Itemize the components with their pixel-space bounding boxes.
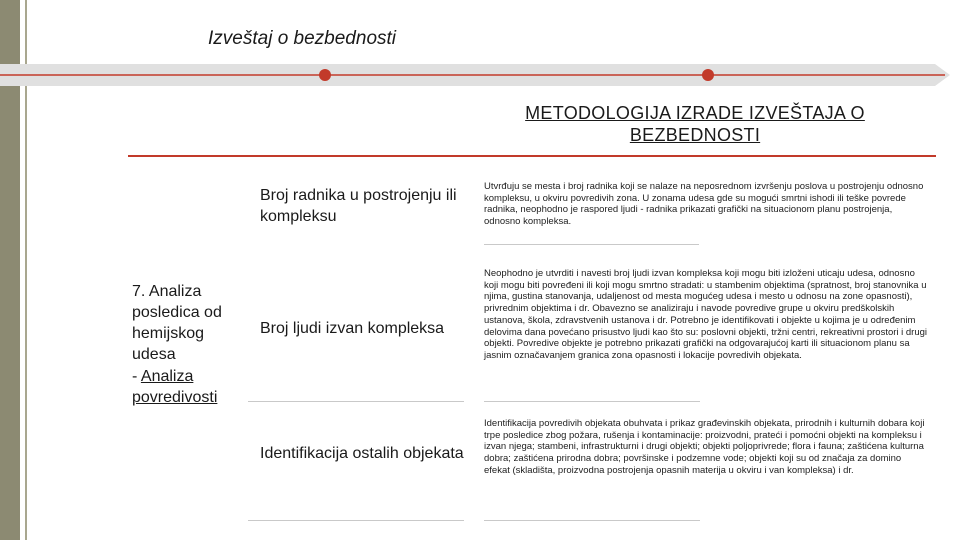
arrow-dot-left — [319, 69, 331, 81]
row-description-ostali-objekti: Identifikacija povredivih objekata obuhvata i prikaz građevinskih objekata, prirodnih i kulturnih dobara koji trpe posledice zbog požara, rušenja i kontaminacije: proizvodni, prateći i pomoćni objekti na kompleksu i izvan njega; stambeni, infrastrukturni i drugi objekti; objekti poljoprivrede; flora i fauna; zaštićena kulturna dobra; zaštićena prirodna dobra; površinske i podzemne vode; objekti koji su od značaja za domino efekat (skladišta, proizvodna postrojenja opasnih materija u okviru i van kompleksa) i dr. — [484, 418, 925, 476]
left-sub-prefix: - — [132, 368, 141, 385]
row-label-radnici: Broj radnika u postrojenju ili kompleksu — [260, 187, 457, 225]
left-subheading — [132, 366, 252, 408]
section-title: METODOLOGIJA IZRADE IZVEŠTAJA O BEZBEDNOSTI — [525, 103, 865, 145]
row-description-ljudi-izvan: Neophodno je utvrditi i navesti broj ljudi izvan kompleksa koji mogu biti izloženi uticaju udesa, odnosno koji mogu biti povređeni ili koji mogu smrtno stradati: u stambenim objektima (spratnost, broj stanovnika u njima, gustina stanovanja, udaljenost od mesta mogućeg udesa i mesto u odnosu na zone opasnosti), privrednim objektima i dr. Obavezno se analiziraju i navode povredive grupe u okviru predškolskih ustanova, škola, zdravstvenih ustanova i dr. Potrebno je identifikovati i objekte u kojima je u određenim delovima dana povećano prisustvo ljudi kao što su: poslovni objekti, tržni centri, rekreativni prostori i drugi objekti. Povredive objekte je potrebno prikazati grafički na odgovarajućoj karti ili situacionom planu sa jasnim označavanjem granica zona opasnosti i lokacije povredivih objekata. — [484, 268, 928, 361]
row-underline — [484, 401, 700, 402]
row-description-radnici: Utvrđuju se mesta i broj radnika koji se nalaze na neposrednom izvršenju poslova u postrojenju odnosno kompleksu, u okviru povredivih zona. U zonama udesa gde su mogući smrtni ishodi ili teške povrede radnika, neophodno je raspored ljudi - radnika prikazati grafički na situacionom planu postrojenja, odnosno kompleksa. — [484, 181, 924, 228]
row-underline — [248, 401, 464, 402]
row-underline — [248, 520, 464, 521]
left-heading: 7. Analiza posledica od hemijskog udesa — [132, 283, 222, 363]
analiza-povredivosti-link[interactable]: Analiza povredivosti — [132, 368, 218, 406]
row-label-ostali-objekti: Identifikacija ostalih objekata — [260, 445, 464, 462]
header-arrow-graphic — [0, 0, 960, 110]
row-label-ljudi-izvan: Broj ljudi izvan kompleksa — [260, 320, 445, 337]
section-divider — [128, 155, 936, 157]
row-underline — [484, 520, 700, 521]
header-title: Izveštaj o bezbednosti — [208, 28, 397, 49]
arrow-dot-right — [702, 69, 714, 81]
row-underline — [484, 244, 699, 245]
